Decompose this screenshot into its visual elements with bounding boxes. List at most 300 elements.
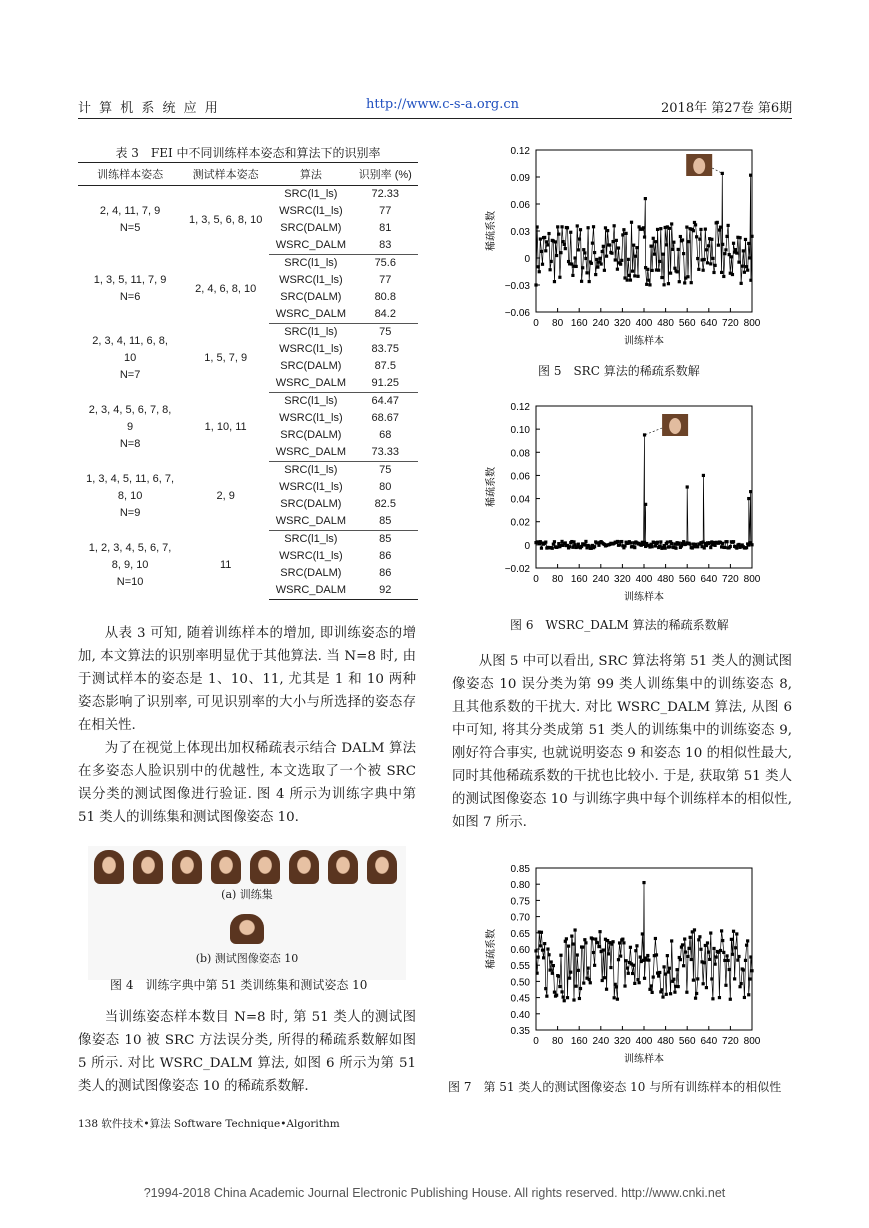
- data-point: [644, 503, 647, 506]
- data-point: [552, 964, 555, 967]
- y-tick-label: 0.35: [510, 1026, 530, 1037]
- data-point: [750, 543, 753, 546]
- data-point: [631, 972, 634, 975]
- data-point: [692, 979, 695, 982]
- data-point: [678, 280, 681, 283]
- data-point: [562, 240, 565, 243]
- data-point: [590, 262, 593, 265]
- data-point: [560, 990, 563, 993]
- train-pose-line: 10: [123, 351, 137, 364]
- data-point: [725, 235, 728, 238]
- data-point: [704, 228, 707, 231]
- figure6-chart: [470, 396, 790, 610]
- paragraph: 从表 3 可知, 随着训练样本的增加, 即训练姿态的增加, 本文算法的识别率明显优于其他算法. 当 N=8 时, 由于测试样本的姿态是 1、10、11, 尤其是 1 和 10 两种姿态影响了识别率, 可见识别率的大小与所选择的姿态存在相关性.: [78, 626, 416, 733]
- rate-cell: 92: [353, 582, 418, 600]
- data-point: [696, 977, 699, 980]
- data-point: [721, 542, 724, 545]
- data-point: [719, 949, 722, 952]
- data-point: [587, 226, 590, 229]
- data-point: [575, 985, 578, 988]
- data-point: [699, 948, 702, 951]
- data-point: [720, 271, 723, 274]
- fig4-sub-b: (b) 测试图像姿态 10: [195, 952, 299, 965]
- data-point: [534, 283, 537, 286]
- data-point: [666, 540, 669, 543]
- y-tick-label: 0.65: [510, 928, 530, 940]
- test-pose-cell: 11: [219, 558, 232, 571]
- page-footer: 138 软件技术•算法 Software Technique•Algorithm: [78, 1118, 340, 1130]
- data-point: [719, 226, 722, 229]
- x-tick-label: 240: [592, 1036, 610, 1047]
- y-tick-label: 0.85: [510, 864, 530, 875]
- data-point: [563, 999, 566, 1002]
- data-point: [658, 260, 661, 263]
- data-point: [669, 272, 672, 275]
- data-point: [623, 984, 626, 987]
- data-point: [699, 228, 702, 231]
- data-point: [578, 237, 581, 240]
- data-point: [624, 232, 627, 235]
- data-point: [588, 978, 591, 981]
- data-point: [618, 543, 621, 546]
- y-tick-label: 0.06: [510, 471, 530, 483]
- data-point: [692, 229, 695, 232]
- data-point: [686, 275, 689, 278]
- data-point: [584, 257, 587, 260]
- data-point: [697, 268, 700, 271]
- data-point: [573, 256, 576, 259]
- data-point: [593, 251, 596, 254]
- data-point: [538, 270, 541, 273]
- data-point: [634, 255, 637, 258]
- data-point: [681, 943, 684, 946]
- data-point: [589, 981, 592, 984]
- data-point: [598, 257, 601, 260]
- data-point: [592, 225, 595, 228]
- data-point: [659, 227, 662, 230]
- data-point: [568, 977, 571, 980]
- data-point: [685, 991, 688, 994]
- data-point: [620, 259, 623, 262]
- table-row: [78, 255, 418, 273]
- data-point: [563, 243, 566, 246]
- algorithm-cell: WSRC_DALM: [269, 306, 352, 324]
- data-point: [731, 273, 734, 276]
- data-point: [571, 942, 574, 945]
- data-point: [633, 274, 636, 277]
- y-tick-label: 0.09: [510, 173, 530, 184]
- data-point: [647, 959, 650, 962]
- data-point: [669, 992, 672, 995]
- data-point: [629, 946, 632, 949]
- data-point: [616, 268, 619, 271]
- data-point: [712, 947, 715, 950]
- table-row: [78, 186, 418, 204]
- data-point: [569, 971, 572, 974]
- train-pose-line: 2, 3, 4, 11, 6, 8,: [92, 334, 168, 347]
- x-tick-label: 80: [552, 318, 564, 329]
- data-point: [658, 971, 661, 974]
- data-point: [648, 283, 651, 286]
- rate-cell: 75: [379, 464, 392, 476]
- data-point: [636, 275, 639, 278]
- data-point: [694, 997, 697, 1000]
- y-axis-label: 稀疏系数: [486, 929, 497, 969]
- rate-cell: 73.33: [353, 444, 418, 462]
- data-point: [535, 972, 538, 975]
- face-inset-skin: [693, 158, 705, 174]
- data-point: [603, 976, 606, 979]
- data-point: [616, 998, 619, 1001]
- data-point: [622, 941, 625, 944]
- x-tick-label: 640: [700, 318, 718, 329]
- series-line: [536, 883, 752, 1001]
- table-header-row: [78, 163, 418, 186]
- data-point: [553, 540, 556, 543]
- train-face-image: [367, 850, 397, 884]
- data-point: [639, 955, 642, 958]
- train-pose-line: N=5: [119, 222, 141, 235]
- rate-cell: 75: [379, 326, 392, 338]
- data-point: [686, 955, 689, 958]
- y-tick-label: 0: [524, 540, 530, 552]
- data-point: [695, 235, 698, 238]
- x-tick-label: 400: [635, 1036, 653, 1047]
- y-tick-label: −0.06: [504, 308, 530, 319]
- data-point: [596, 941, 599, 944]
- training-faces: [94, 850, 400, 884]
- data-point: [737, 955, 740, 958]
- data-point: [733, 977, 736, 980]
- x-tick-label: 240: [592, 574, 610, 585]
- data-point: [610, 252, 613, 255]
- train-face-image: [172, 850, 202, 884]
- data-point: [667, 970, 670, 973]
- data-point: [681, 238, 684, 241]
- data-point: [558, 276, 561, 279]
- col-header: 算法: [269, 163, 352, 186]
- algorithm-cell: SRC(DALM): [280, 360, 342, 372]
- data-point: [615, 985, 618, 988]
- test-face-image: [230, 914, 264, 944]
- x-tick-label: 800: [743, 574, 761, 585]
- data-point: [653, 253, 656, 256]
- data-point: [583, 251, 586, 254]
- data-point: [602, 948, 605, 951]
- data-point: [624, 959, 627, 962]
- fig4-sub-a: (a) 训练集: [221, 888, 273, 901]
- fig7-caption: 图 7 第 51 类人的测试图像姿态 10 与所有训练样本的相似性: [448, 1080, 782, 1094]
- data-point: [660, 988, 663, 991]
- data-point: [745, 265, 748, 268]
- data-point: [724, 984, 727, 987]
- x-tick-label: 0: [533, 1036, 539, 1047]
- data-point: [635, 246, 638, 249]
- data-point: [720, 929, 723, 932]
- data-point: [565, 937, 568, 940]
- x-axis-label: 训练样本: [624, 1054, 664, 1065]
- test-pose-cell: 1, 10, 11: [204, 420, 247, 433]
- data-point: [677, 985, 680, 988]
- data-point: [708, 958, 711, 961]
- data-point: [736, 959, 739, 962]
- data-point: [593, 545, 596, 548]
- data-point: [652, 237, 655, 240]
- issue-info: 2018年 第27卷 第6期: [661, 101, 793, 116]
- data-point: [647, 279, 650, 282]
- train-pose-line: N=7: [119, 368, 141, 381]
- data-point: [634, 949, 637, 952]
- data-point: [629, 278, 632, 281]
- data-point: [611, 240, 614, 243]
- data-point: [643, 433, 646, 436]
- data-point: [547, 232, 550, 235]
- x-tick-label: 560: [678, 318, 696, 329]
- data-point: [626, 966, 629, 969]
- train-pose-line: 8, 9, 10: [111, 558, 149, 571]
- data-point: [690, 281, 693, 284]
- data-point: [550, 260, 553, 263]
- data-point: [567, 944, 570, 947]
- data-point: [642, 881, 645, 884]
- data-point: [584, 941, 587, 944]
- data-point: [542, 956, 545, 959]
- data-point: [617, 246, 620, 249]
- y-tick-label: 0.45: [510, 993, 530, 1005]
- table-row: [78, 531, 418, 549]
- data-point: [578, 997, 581, 1000]
- data-point: [748, 977, 751, 980]
- y-tick-label: 0.75: [510, 896, 530, 908]
- data-point: [687, 947, 690, 950]
- data-point: [740, 982, 743, 985]
- y-tick-label: 0.04: [510, 494, 530, 506]
- data-point: [582, 248, 585, 251]
- data-point: [559, 954, 562, 957]
- data-point: [609, 966, 612, 969]
- data-point: [641, 932, 644, 935]
- data-point: [591, 937, 594, 940]
- rate-cell: 77: [379, 274, 392, 286]
- data-point: [545, 240, 548, 243]
- train-face-image: [133, 850, 163, 884]
- data-point: [682, 964, 685, 967]
- data-point: [717, 244, 720, 247]
- algorithm-cell: WSRC_DALM: [269, 237, 352, 255]
- data-point: [746, 939, 749, 942]
- data-point: [705, 248, 708, 251]
- data-point: [735, 251, 738, 254]
- data-point: [648, 988, 651, 991]
- data-point: [544, 540, 547, 543]
- y-tick-label: 0.08: [510, 448, 530, 460]
- data-point: [643, 235, 646, 238]
- data-point: [745, 944, 748, 947]
- journal-url-link[interactable]: http://www.c-s-a.org.cn: [366, 97, 520, 112]
- x-tick-label: 720: [722, 1036, 739, 1047]
- data-point: [627, 972, 630, 975]
- data-point: [732, 242, 735, 245]
- data-point: [654, 240, 657, 243]
- data-point: [682, 252, 685, 255]
- data-point: [577, 969, 580, 972]
- data-point: [747, 242, 750, 245]
- data-point: [534, 949, 537, 952]
- data-point: [659, 540, 662, 543]
- data-point: [537, 265, 540, 268]
- data-point: [540, 250, 543, 253]
- data-point: [696, 257, 699, 260]
- data-point: [722, 951, 725, 954]
- data-point: [711, 997, 714, 1000]
- data-point: [577, 248, 580, 251]
- data-point: [579, 228, 582, 231]
- data-point: [748, 256, 751, 259]
- data-point: [583, 543, 586, 546]
- data-point: [570, 935, 573, 938]
- data-point: [553, 280, 556, 283]
- data-point: [579, 987, 582, 990]
- y-tick-label: 0.55: [510, 961, 530, 973]
- data-point: [668, 967, 671, 970]
- data-point: [729, 998, 732, 1001]
- figure7-chart: [470, 858, 790, 1072]
- x-tick-label: 160: [570, 318, 588, 329]
- test-pose-cell: 1, 3, 5, 6, 8, 10: [188, 213, 263, 226]
- data-point: [630, 221, 633, 224]
- data-point: [662, 283, 665, 286]
- data-point: [746, 269, 749, 272]
- algorithm-cell: SRC(l1_ls): [284, 257, 338, 269]
- copyright-line: ?1994-2018 China Academic Journal Electronic Publishing House. All rights reserved. http://www.cnki.net: [143, 1186, 726, 1200]
- rate-cell: 68.67: [371, 412, 400, 424]
- data-point: [734, 946, 737, 949]
- data-point: [709, 546, 712, 549]
- data-point: [731, 953, 734, 956]
- data-point: [549, 268, 552, 271]
- data-point: [554, 240, 557, 243]
- y-tick-label: 0.10: [510, 425, 530, 437]
- data-point: [707, 951, 710, 954]
- data-point: [564, 247, 567, 250]
- data-point: [638, 981, 641, 984]
- data-point: [642, 226, 645, 229]
- data-point: [576, 953, 579, 956]
- data-point: [709, 931, 712, 934]
- col-header: 测试样本姿态: [182, 163, 269, 186]
- data-point: [747, 993, 750, 996]
- data-point: [666, 954, 669, 957]
- train-face-image: [94, 850, 124, 884]
- data-point: [750, 235, 753, 238]
- data-point: [549, 969, 552, 972]
- data-point: [616, 540, 619, 543]
- data-point: [569, 231, 572, 234]
- data-point: [721, 172, 724, 175]
- data-point: [649, 245, 652, 248]
- data-point: [544, 249, 547, 252]
- data-point: [572, 540, 575, 543]
- data-point: [576, 224, 579, 227]
- fig5-caption: 图 5 SRC 算法的稀疏系数解: [538, 364, 700, 378]
- test-pose-cell: 2, 4, 6, 8, 10: [195, 282, 257, 295]
- left-text-block-2: [78, 1006, 416, 1098]
- train-face-image: [328, 850, 358, 884]
- data-point: [732, 540, 735, 543]
- data-point: [629, 541, 632, 544]
- data-point: [702, 269, 705, 272]
- data-point: [744, 959, 747, 962]
- x-tick-label: 400: [635, 318, 653, 329]
- data-point: [729, 545, 732, 548]
- x-tick-label: 480: [657, 318, 674, 329]
- data-point: [555, 994, 558, 997]
- data-point: [566, 226, 569, 229]
- y-tick-label: 0: [524, 254, 530, 265]
- x-tick-label: 720: [722, 318, 739, 329]
- x-axis-label: 训练样本: [624, 592, 664, 603]
- algorithm-cell: WSRC(l1_ls): [279, 412, 343, 424]
- data-point: [617, 958, 620, 961]
- x-tick-label: 160: [570, 574, 588, 585]
- data-point: [631, 270, 634, 273]
- data-point: [602, 245, 605, 248]
- data-point: [734, 248, 737, 251]
- data-point: [550, 960, 553, 963]
- data-point: [749, 490, 752, 493]
- x-tick-label: 80: [552, 1036, 564, 1047]
- data-point: [657, 974, 660, 977]
- data-point: [702, 982, 705, 985]
- data-point: [668, 227, 671, 230]
- data-point: [737, 261, 740, 264]
- data-point: [613, 224, 616, 227]
- data-point: [644, 197, 647, 200]
- face-inset-skin: [669, 418, 681, 434]
- algorithm-cell: SRC(DALM): [280, 291, 342, 303]
- data-point: [652, 975, 655, 978]
- data-point: [598, 930, 601, 933]
- left-text-block: [78, 622, 416, 829]
- x-tick-label: 320: [614, 318, 631, 329]
- data-point: [596, 266, 599, 269]
- data-point: [605, 988, 608, 991]
- data-point: [581, 946, 584, 949]
- rate-cell: 86: [379, 567, 392, 579]
- data-point: [702, 474, 705, 477]
- data-point: [742, 968, 745, 971]
- data-point: [607, 952, 610, 955]
- data-point: [685, 226, 688, 229]
- data-point: [664, 547, 667, 550]
- data-point: [671, 248, 674, 251]
- y-tick-label: −0.03: [504, 281, 530, 292]
- data-point: [535, 225, 538, 228]
- data-point: [662, 965, 665, 968]
- data-point: [690, 958, 693, 961]
- data-point: [747, 497, 750, 500]
- data-point: [698, 238, 701, 241]
- rate-cell: 87.5: [374, 360, 396, 372]
- x-tick-label: 800: [743, 318, 761, 329]
- paragraph: 从图 5 中可以看出, SRC 算法将第 51 类人的测试图像姿态 10 误分类为第 99 类人训练集中的训练姿态 8, 且其他系数的干扰大. 对比 WSRC_DALM 算法, 从图 6 中可知, 将其分类成第 51 类人的训练集中的训练姿态 9, 刚好符合事实, 也就说明姿态 9 和姿态 10 的相似性最大,同时其他稀疏系数的干扰也比较小. 于是, 获取第 51 类人的测试图像姿态 10 与训练字典中每个训练样本的相似性, 如图 7 所示.: [452, 654, 792, 830]
- train-pose-line: 1, 2, 3, 4, 5, 6, 7,: [88, 541, 172, 554]
- train-pose-cell: [78, 186, 182, 255]
- data-point: [633, 982, 636, 985]
- data-point: [605, 255, 608, 258]
- y-tick-label: 0.06: [510, 200, 530, 211]
- data-point: [672, 978, 675, 981]
